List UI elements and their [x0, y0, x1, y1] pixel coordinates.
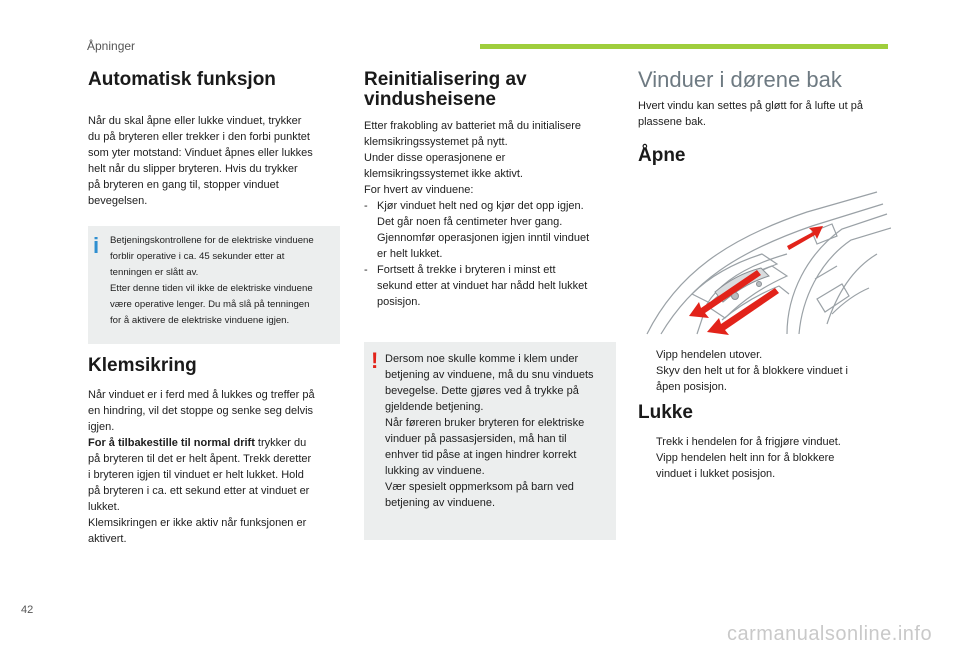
close-step-2: [638, 450, 890, 482]
open-step-1: [638, 347, 890, 363]
close-step-2-line-0: Vipp hendelen helt inn for å blokkere: [656, 452, 835, 464]
info-line-5: for å aktivere de elektriske vinduene igjen.: [110, 315, 290, 326]
reinit-line-3: klemsikringssystemet ikke aktivt.: [364, 168, 523, 180]
step1-line-3: er helt lukket.: [377, 248, 443, 260]
klem-line-3: på bryteren til det er helt åpent. Trekk deretter: [88, 453, 312, 465]
klem-line-8: aktivert.: [88, 533, 127, 545]
accent-bar: [480, 44, 888, 49]
dash-mark: -: [364, 200, 368, 212]
intro-line-1: plassene bak.: [638, 116, 706, 128]
reinit-title-2: vindusheisene: [364, 89, 496, 110]
warn-line-0: Dersom noe skulle komme i klem under: [385, 353, 579, 365]
dash-mark: -: [364, 264, 368, 276]
close-title: Lukke: [638, 402, 693, 423]
warn-line-5: vinduer på passasjersiden, må han til: [385, 433, 567, 445]
step1-line-1: Det går noen få centimeter hver gang.: [377, 216, 563, 228]
klem-line-7: Klemsikringen er ikke aktiv når funksjonen er: [88, 517, 307, 529]
close-step-1-line-0: Trekk i hendelen for å frigjøre vinduet.: [656, 436, 841, 448]
klem-line-5: på bryteren i ca. ett sekund etter at vinduet er: [88, 485, 310, 497]
close-step-2-line-1: vinduet i lukket posisjon.: [656, 468, 776, 480]
info-icon: i: [93, 233, 100, 258]
warning-box: [364, 342, 616, 540]
close-step-1: [638, 434, 890, 450]
open-title: Åpne: [638, 145, 686, 166]
step1-line-2: Gjennomfør operasjonen igjen inntil vinduet: [377, 232, 590, 244]
reinit-step-1: [364, 198, 616, 262]
rear-window-latch-illustration: [637, 184, 891, 340]
warn-line-4: Når føreren bruker bryteren for elektriske: [385, 417, 585, 429]
auto-line-3: helt når du slipper bryteren. Hvis du trykker: [88, 163, 298, 175]
open-step-2-line-1: åpen posisjon.: [656, 381, 727, 393]
intro-line-0: Hvert vindu kan settes på gløtt for å lufte ut på: [638, 100, 864, 112]
automatic-function-title: Automatisk funksjon: [88, 69, 276, 90]
klem-line-4: i bryteren igjen til vinduet er helt lukket. Hold: [88, 469, 304, 481]
klem-reset-bold: For å tilbakestille til normal drift: [88, 437, 255, 449]
step2-line-2: posisjon.: [377, 296, 421, 308]
info-line-0: Betjeningskontrollene for de elektriske vinduene: [110, 235, 314, 246]
warn-line-3: gjeldende betjening.: [385, 401, 484, 413]
klem-line-6: lukket.: [88, 501, 120, 513]
info-line-3: Etter denne tiden vil ikke de elektriske vinduene: [110, 283, 313, 294]
warn-line-7: lukking av vinduene.: [385, 465, 485, 477]
warn-line-9: betjening av vinduene.: [385, 497, 496, 509]
info-line-2: tenningen er slått av.: [110, 267, 199, 278]
reinit-line-2: Under disse operasjonene er: [364, 152, 506, 164]
warn-line-2: bevegelse. Dette gjøres ved å trykke på: [385, 385, 579, 397]
watermark: carmanualsonline.info: [727, 623, 933, 645]
klem-line-0: Når vinduet er i ferd med å lukkes og treffer på: [88, 389, 315, 401]
klem-line-1: en hindring, vil det stoppe og senke seg delvis: [88, 405, 314, 417]
step2-line-0: Fortsett å trekke i bryteren i minst ett: [377, 264, 556, 276]
info-line-1: forblir operative i ca. 45 sekunder etter at: [110, 251, 285, 262]
auto-line-0: Når du skal åpne eller lukke vinduet, trykker: [88, 115, 302, 127]
auto-line-1: du på bryteren eller trekker i den forbi punktet: [88, 131, 310, 143]
rear-windows-title: Vinduer i dørene bak: [638, 67, 842, 92]
warning-icon: !: [371, 348, 379, 373]
reinit-title-1: Reinitialisering av: [364, 69, 527, 90]
auto-line-4: på bryteren en gang til, stopper vinduet: [88, 179, 279, 191]
reinit-line-4: For hvert av vinduene:: [364, 184, 474, 196]
reinit-line-0: Etter frakobling av batteriet må du initialisere: [364, 120, 582, 132]
info-box: [88, 226, 340, 344]
section-header: Åpninger: [87, 39, 136, 53]
step2-line-1: sekund etter at vinduet har nådd helt lukket: [377, 280, 588, 292]
warn-line-6: enhver tid påse at ingen hindrer korrekt: [385, 449, 577, 461]
klem-reset-rest: trykker du: [254, 437, 307, 449]
reinit-line-1: klemsikringssystemet på nytt.: [364, 136, 508, 148]
open-step-1-line-0: Vipp hendelen utover.: [656, 349, 763, 361]
klem-reset-line: [88, 435, 306, 451]
auto-line-5: bevegelsen.: [88, 195, 148, 207]
page-number: 42: [21, 604, 34, 616]
open-step-2-line-0: Skyv den helt ut for å blokkere vinduet i: [656, 365, 848, 377]
klem-line-2: igjen.: [88, 421, 115, 433]
anti-pinch-title: Klemsikring: [88, 355, 197, 376]
open-step-2: [638, 363, 890, 395]
warn-line-8: Vær spesielt oppmerksom på barn ved: [385, 481, 574, 493]
step1-line-0: Kjør vinduet helt ned og kjør det opp igjen.: [377, 200, 584, 212]
warn-line-1: betjening av vinduene, må du snu vinduets: [385, 369, 594, 381]
info-line-4: være operative lenger. Du må slå på tenningen: [110, 299, 310, 310]
auto-line-2: som yter motstand: Vinduet åpnes eller lukkes: [88, 147, 313, 159]
reinit-step-2: [364, 262, 616, 310]
